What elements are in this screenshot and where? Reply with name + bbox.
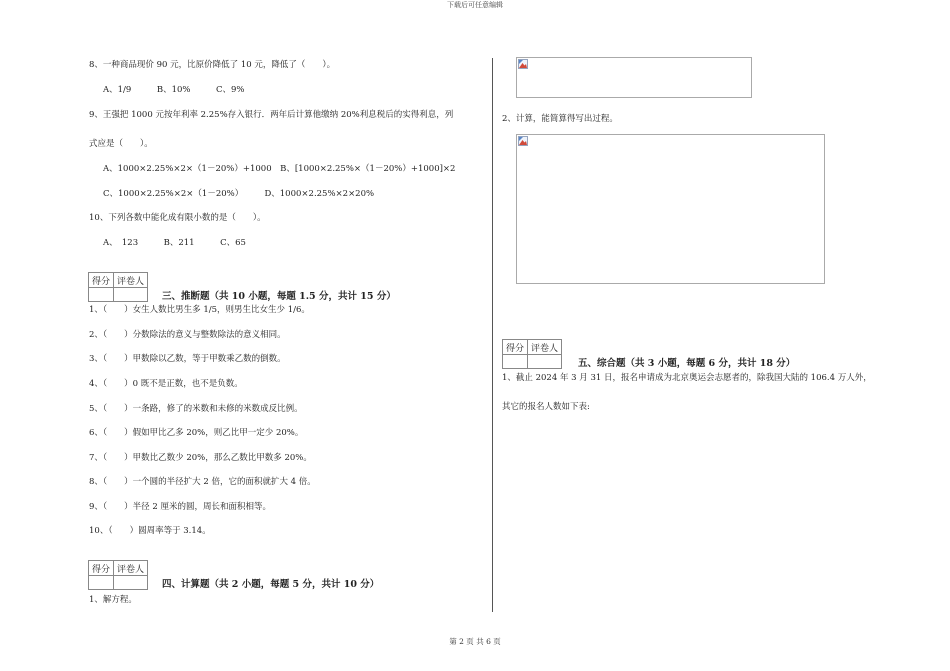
judge-item: 10、（ ）圆周率等于 3.14。 [89, 526, 211, 536]
grader-cell[interactable] [528, 355, 562, 369]
judge-item: 5、（ ）一条路，修了的米数和未修的米数成反比例。 [89, 404, 303, 414]
q8-options: A、1/9 B、10% C、9% [103, 85, 245, 95]
image-placeholder [516, 134, 825, 284]
judge-item: 1、（ ）女生人数比男生多 1/5，则男生比女生少 1/6。 [89, 305, 310, 315]
score-label: 得分 [503, 340, 528, 355]
judge-item: 9、（ ）半径 2 厘米的圆，周长和面积相等。 [89, 502, 271, 512]
score-cell[interactable] [89, 576, 114, 590]
section4-title: 四、计算题（共 2 小题，每题 5 分，共计 10 分） [162, 579, 380, 590]
score-table [88, 560, 148, 590]
score-label: 得分 [89, 273, 114, 288]
section5-title: 五、综合题（共 3 小题，每题 6 分，共计 18 分） [578, 358, 796, 369]
image-placeholder [516, 57, 752, 98]
grader-label: 评卷人 [114, 273, 148, 288]
grader-cell[interactable] [114, 576, 148, 590]
q2-stem: 2、计算，能简算得写出过程。 [502, 114, 618, 124]
q9-stem-cont: 式应是（ ）。 [89, 139, 153, 149]
q8-stem: 8、一种商品现价 90 元，比原价降低了 10 元，降低了（ ）。 [89, 60, 336, 70]
q9-options-ab: A、1000×2.25%×2×（1－20%）+1000 B、[1000×2.25%×（1－20%）+1000]×2 [103, 164, 456, 174]
q9-options-cd: C、1000×2.25%×2×（1－20%） D、1000×2.25%×2×20% [103, 189, 375, 199]
judge-item: 3、（ ）甲数除以乙数，等于甲数乘乙数的倒数。 [89, 354, 286, 364]
grader-label: 评卷人 [114, 561, 148, 576]
score-table [88, 272, 148, 302]
score-label: 得分 [89, 561, 114, 576]
sec4-q1: 1、解方程。 [89, 595, 137, 605]
judge-item: 2、（ ）分数除法的意义与整数除法的意义相同。 [89, 330, 286, 340]
broken-image-icon [518, 136, 528, 146]
score-cell[interactable] [89, 288, 114, 302]
q10-options: A、 123 B、211 C、65 [103, 238, 246, 248]
score-cell[interactable] [503, 355, 528, 369]
judge-item: 6、（ ）假如甲比乙多 20%，则乙比甲一定少 20%。 [89, 428, 304, 438]
section3-title: 三、推断题（共 10 小题，每题 1.5 分，共计 15 分） [162, 291, 396, 302]
q9-stem: 9、王强把 1000 元按年利率 2.25%存入银行．两年后计算他缴纳 20%利息税后的实得利息，列 [89, 110, 454, 120]
broken-image-icon [518, 59, 528, 69]
grader-cell[interactable] [114, 288, 148, 302]
page-header: 下载后可任意编辑 [447, 1, 503, 9]
column-divider [492, 58, 493, 612]
sec5-q1-line2: 其它的报名人数如下表: [502, 402, 590, 412]
grader-label: 评卷人 [528, 340, 562, 355]
q10-stem: 10、下列各数中能化成有限小数的是（ ）。 [89, 213, 266, 223]
score-table [502, 339, 562, 369]
judge-item: 8、（ ）一个圆的半径扩大 2 倍，它的面积就扩大 4 倍。 [89, 477, 316, 487]
judge-item: 4、（ ）0 既不是正数，也不是负数。 [89, 379, 243, 389]
sec5-q1-line1: 1、截止 2024 年 3 月 31 日，报名申请成为北京奥运会志愿者的，除我国大陆的 106.4 万人外， [502, 373, 872, 383]
page-footer: 第 2 页 共 6 页 [449, 637, 501, 646]
judge-item: 7、（ ）甲数比乙数少 20%，那么乙数比甲数多 20%。 [89, 453, 312, 463]
